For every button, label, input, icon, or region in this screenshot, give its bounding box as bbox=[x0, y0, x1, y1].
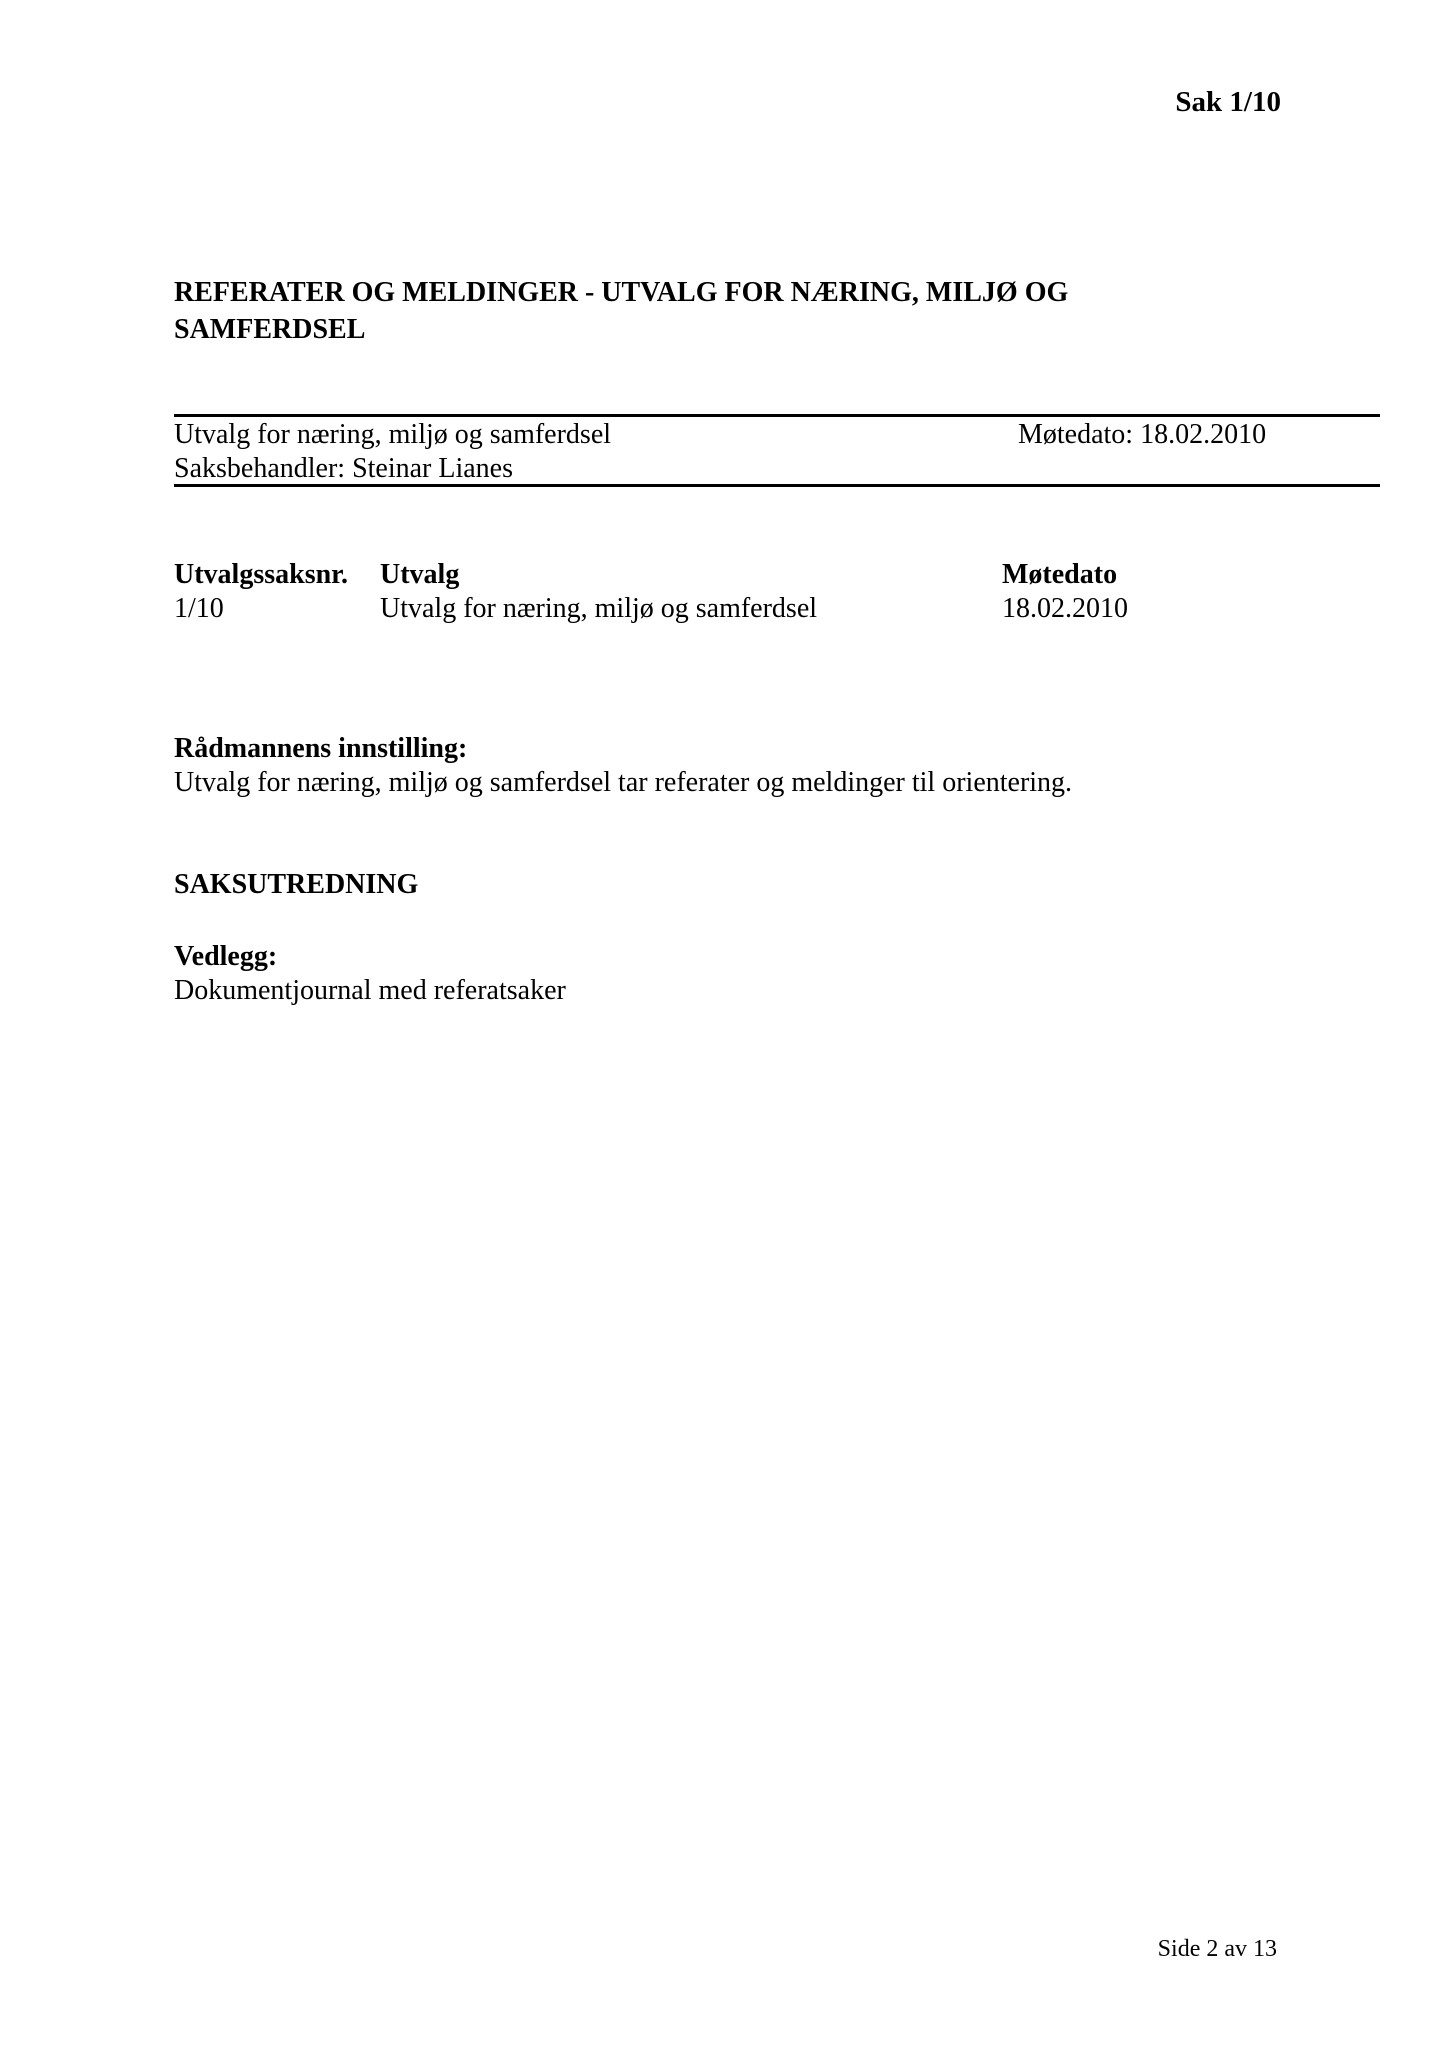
recommendation-text: Utvalg for næring, miljø og samferdsel tar referater og meldinger til orientering. bbox=[174, 767, 1073, 798]
case-table-cell-committee: Utvalg for næring, miljø og samferdsel bbox=[380, 593, 818, 624]
meta-committee: Utvalg for næring, miljø og samferdsel bbox=[174, 419, 612, 450]
case-table-cell-meeting-date: 18.02.2010 bbox=[1002, 593, 1128, 624]
meta-case-handler: Saksbehandler: Steinar Lianes bbox=[174, 453, 514, 484]
recommendation-heading: Rådmannens innstilling: bbox=[174, 733, 468, 764]
case-table-header-meeting-date: Møtedato bbox=[1002, 559, 1118, 590]
attachments-heading: Vedlegg: bbox=[174, 941, 278, 972]
case-table-header-case-no: Utvalgssaksnr. bbox=[174, 559, 349, 590]
investigation-heading: SAKSUTREDNING bbox=[174, 869, 419, 900]
divider-bottom bbox=[174, 484, 1380, 487]
meta-meeting-date: Møtedato: 18.02.2010 bbox=[1018, 419, 1267, 450]
divider-top bbox=[174, 414, 1380, 417]
document-title-line-2: SAMFERDSEL bbox=[174, 314, 366, 345]
document-title-line-1: REFERATER OG MELDINGER - UTVALG FOR NÆRING, MILJØ OG bbox=[174, 277, 1069, 308]
case-table-cell-case-no: 1/10 bbox=[174, 593, 224, 624]
attachments-text: Dokumentjournal med referatsaker bbox=[174, 975, 566, 1006]
page-number: Side 2 av 13 bbox=[1157, 1936, 1277, 1962]
case-table-header-committee: Utvalg bbox=[380, 559, 460, 590]
document-title bbox=[174, 274, 1174, 348]
case-reference: Sak 1/10 bbox=[1175, 86, 1281, 118]
